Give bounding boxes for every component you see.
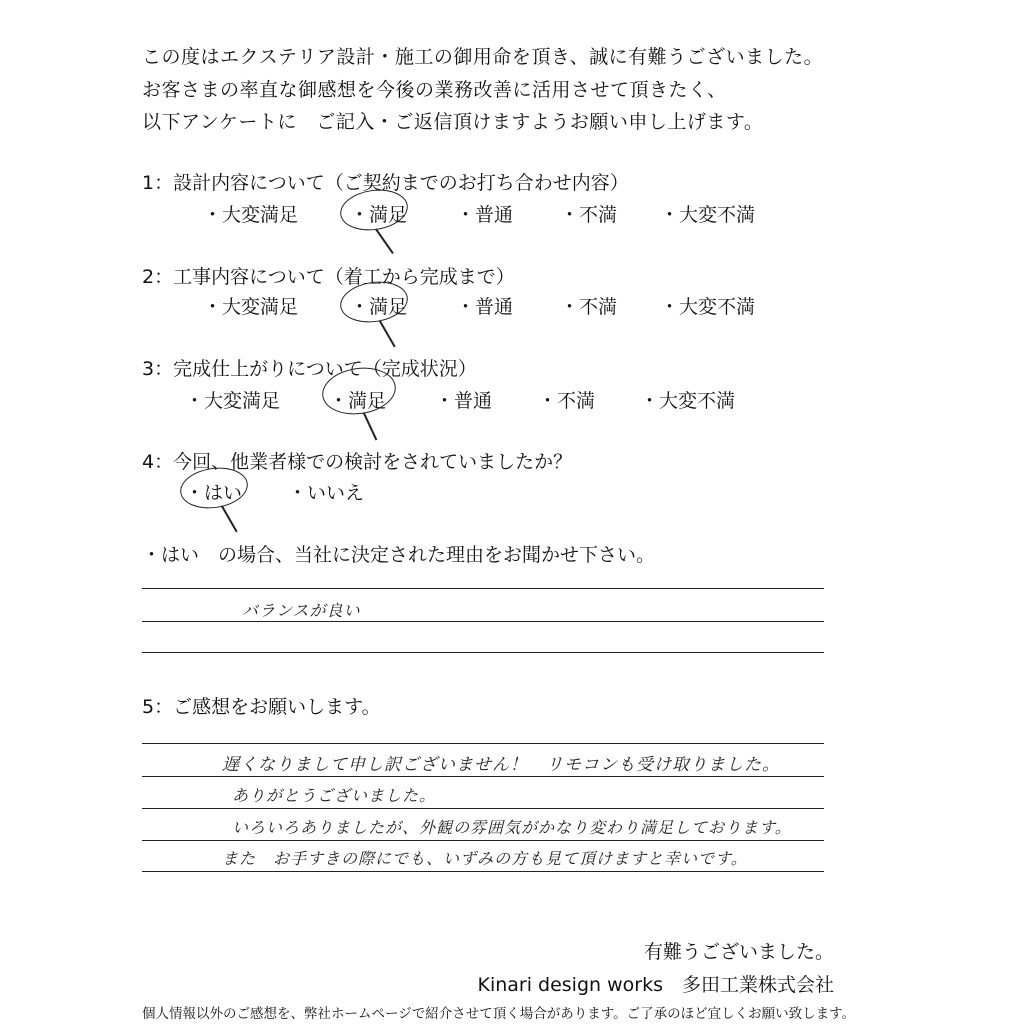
comments-line-4 — [142, 840, 824, 841]
q1-option-dissatisfied: ・不満 — [560, 204, 618, 226]
reason-handwritten-answer: バランスが良い — [242, 601, 361, 620]
q3-option-very-dissatisfied: ・大変不満 — [640, 390, 736, 412]
comments-line-3 — [142, 808, 824, 809]
q3-selection-mark — [363, 412, 377, 440]
intro-line-1: この度はエクステリア設計・施工の御用命を頂き、誠に有難うございました。 — [142, 46, 824, 68]
reason-line-1 — [142, 588, 824, 589]
q1-selection-mark — [375, 228, 393, 253]
comment-handwritten-3: いろいろありましたが、外観の雰囲気がかなり変わり満足しております。 — [232, 818, 792, 837]
q3-option-normal: ・普通 — [435, 390, 493, 412]
q3-option-dissatisfied: ・不満 — [538, 390, 596, 412]
question-3-title: 3：完成仕上がりについて（完成状況） — [142, 358, 477, 380]
q3-option-very-satisfied: ・大変満足 — [185, 390, 281, 412]
intro-line-2: お客さまの率直な御感想を今後の業務改善に活用させて頂きたく、 — [142, 79, 727, 101]
q2-option-normal: ・普通 — [456, 296, 514, 318]
reason-line-3 — [142, 652, 824, 653]
q1-option-very-satisfied: ・大変満足 — [203, 204, 299, 226]
q2-option-very-dissatisfied: ・大変不満 — [660, 296, 756, 318]
comment-handwritten-4: また お手すきの際にでも、いずみの方も見て頂けますと幸いです。 — [222, 849, 748, 868]
comment-handwritten-2: ありがとうございました。 — [232, 786, 437, 805]
q1-option-very-dissatisfied: ・大変不満 — [660, 204, 756, 226]
question-1-title: 1：設計内容について（ご契約までのお打ち合わせ内容） — [142, 172, 629, 194]
q4-option-no: ・いいえ — [288, 482, 365, 504]
comments-line-2 — [142, 776, 824, 777]
question-4-title: 4：今回、他業者様での検討をされていましたか？ — [142, 451, 573, 473]
q2-option-dissatisfied: ・不満 — [560, 296, 618, 318]
comments-title: 5：ご感想をお願いします。 — [142, 696, 381, 718]
privacy-footer: 個人情報以外のご感想を、弊社ホームページで紹介させて頂く場合があります。ご了承のほど宜しくお願い致します。 — [142, 1006, 856, 1022]
q1-option-normal: ・普通 — [456, 204, 514, 226]
q2-option-very-satisfied: ・大変満足 — [203, 296, 299, 318]
q3-option-satisfied: ・満足 — [329, 390, 387, 412]
q4-selection-mark — [221, 505, 237, 532]
comment-handwritten-1: 遅くなりまして申し訳ございません！ リモコンも受け取りました。 — [222, 755, 780, 775]
comments-line-1 — [142, 743, 824, 744]
reason-line-2 — [142, 621, 824, 622]
closing-thanks: 有難うございました。 — [643, 941, 834, 963]
comments-line-5 — [142, 871, 824, 872]
q2-selection-mark — [379, 320, 395, 347]
q1-option-satisfied: ・満足 — [350, 204, 408, 226]
q4-option-yes: ・はい — [185, 482, 243, 504]
reason-prompt: ・はい の場合、当社に決定された理由をお聞かせ下さい。 — [142, 544, 656, 566]
company-name: Kinari design works 多田工業株式会社 — [477, 974, 834, 996]
q2-option-satisfied: ・満足 — [350, 296, 408, 318]
intro-line-3: 以下アンケートに ご記入・ご返信頂けますようお願い申し上げます。 — [142, 111, 764, 133]
question-2-title: 2：工事内容について（着工から完成まで） — [142, 266, 515, 288]
